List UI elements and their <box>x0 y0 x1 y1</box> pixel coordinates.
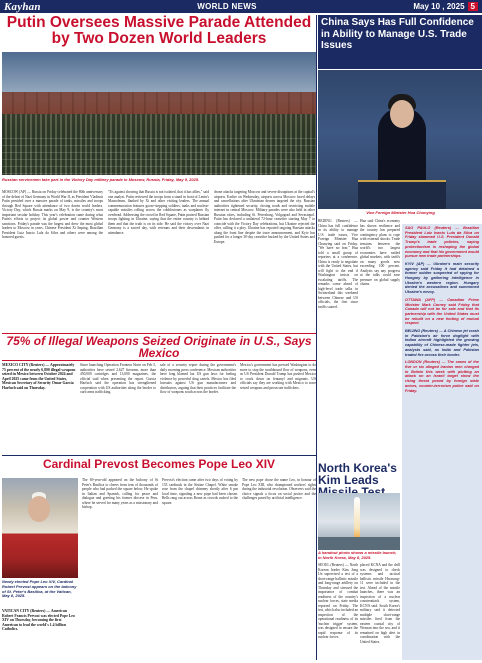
korea-headline: North Korea's Kim Leads <box>318 461 397 488</box>
pope-lead: VATICAN CITY (Reuters) — American Robert Francis Prevost was elected Pope Leo XIV on Thursday, becoming the first American to lead the world's 1.4 billion Catholics. <box>2 609 75 632</box>
weapons-column-2: sale of a security report during the government's daily morning press conference. Mexican authorities have long blamed lax US gun laws for fueling violence by powerful drug cartels. Mexico has filed lawsuits against US gun manufacturers and distributors, arguing that their practices facilitate the flow of weapons south across the border. <box>160 363 236 394</box>
china-column-2: Hua said China's economy has shown resilience and the country has prepared contingency plans to cope with external shocks. Trade tensions between the world's two largest economies have rattled global markets, with tariffs on many goods now exceeding 100 percent. Analysts say any progress at the talks could ease pressure on global supply chains. <box>360 219 400 286</box>
pope-face <box>28 496 50 522</box>
brief-item: BEIJING (Reuters) — A Chinese jet crash in Pakistan's air force dogfight with Indian aircraft highlighted the growing capability of Chinese-made fighter jets, analysts said, as India and Pakistan traded fire across their border. <box>405 329 479 357</box>
speaker-face <box>390 100 414 128</box>
news-briefs-sidebar <box>402 224 482 660</box>
pope-column-3: The new pope chose the name Leo, in honour of Pope Leo XIII, who championed workers' rights during the industrial revolution. Observers said the choice signals a focus on social justice and the challenges posed by artificial intelligence. <box>242 478 316 500</box>
korea-caption: A handout photo shows a missile launch, in North Korea, May 8, 2025. <box>318 550 397 560</box>
missile-launch-photo <box>318 493 400 550</box>
weapons-column-1: Since launching Operation Frontera Norte on Feb 5, authorities have seized 2,627 firearms, more than 450,000 cartridges and 13,000 magazines, the official said when presenting the report. Garcia Harfuch said the operation has strengthened cooperation with US authorities along the border to curb arms trafficking. <box>80 363 156 394</box>
sea <box>318 537 400 550</box>
page-number: 5 <box>468 2 478 11</box>
china-photo <box>318 70 482 209</box>
china-headline: China Says Has Full Confidence in Ability to Manage U.S. Trade Issues <box>321 17 474 51</box>
masthead <box>0 0 482 13</box>
troop-rows-shading <box>2 132 316 175</box>
korea-column-2: placed KCNA and the drill was designed to check systems and tactical ballistic missile Hwasong-11 were included in the test. Ahead of the missile launches, there was an inspection of a nuclear counterattack system, KCNA said. South Korea's military said it detected multiple short-range missiles fired from the eastern coastal city of Wonsan into the sea, and it remained on high alert in coordination with the United States. <box>360 563 400 644</box>
pope-photo <box>2 478 78 578</box>
kayhan-logo <box>4 1 41 13</box>
putin-caption: Russian servicemen take part in the Victory Day military parade in Moscow, Russia, Friday, May 9, 2025. <box>2 177 200 182</box>
china-column-1: BEIJING (Reuters) — China has full confidence in its ability to manage U.S. trade issues, Vice Foreign Minister Hua Chunying said on Friday. "We have no fear," Hua told a small group of reporters at a conference. China is ready to negotiate with the United States, but will fight to the end if Washington insists on escalating tariffs. The remarks come ahead of high-level trade talks in Switzerland this weekend between Chinese and US officials, the first since tariffs soared. <box>318 219 358 309</box>
weapons-headline: 75% of Illegal Weapons Seized Originate in U.S., Says Mexico <box>2 333 316 361</box>
korea-column-1: SEOUL (Reuters) — North Korean leader Kim Jong Un supervised a test of a short-range ballistic missile and long-range artillery on Thursday and stressed the importance of combat readiness of the country's nuclear forces, state media reported on Friday. The test, which also included an inspection of the operational readiness of its 'nuclear trigger' system, was designed to ensure the rapid response of its nuclear forces. <box>318 563 358 639</box>
weapons-column-3: Mexico's government has pressed Washington to do more to stop the southbound flow of weapons, even as US President Donald Trump has pushed Mexico to crack down on fentanyl and migrants. US officials say they are working with Mexico to trace seized weapons and prosecute traffickers. <box>240 363 316 390</box>
putin-column-2: "It's against showing that Russia is not isolated, that it has allies," said one analyst. Putin reviewed the troops from a stand in front of Lenin's Mausoleum, flanked by Xi and other visiting leaders. The annual commemoration features goose-stepping soldiers, tanks and nuclear-capable missiles rolling across the cobblestones as warplanes fly overhead. Addressing the crowd in Red Square, Putin praised Russian troops fighting in Ukraine, saying that the entire country is behind them and that the truth is on its side. He said the victory over Nazi Germany is a sacred day, with veterans and their descendants in attendance. <box>108 190 209 235</box>
column-divider <box>316 15 317 660</box>
putin-column-1: MOSCOW (AP) — Russia on Friday celebrated the 80th anniversary of the defeat of Nazi Germany in World War II, as President Vladimir Putin presided over a massive parade of tanks, missiles and troops through Red Square with attendance of two dozen world leaders. Victory Day, which Russia marks on May 9, is the country's most important secular holiday. This year's celebration came during what Putin's efforts to project its global power and counter Western sanctions. Friday's parade was the largest and drew the most global leaders to Moscow in years. Chinese President Xi Jinping, Brazilian President Luiz Inacio Lula da Silva and others were among the honored guests. <box>2 190 103 239</box>
issue-date: May 10 , 2025 <box>413 2 465 11</box>
pope-column-2: Prevost's election came after two days of voting by 133 cardinals in the Sistine Chapel. White smoke rose from the chapel chimney shortly after 6 pm local time, signaling a new pope had been chosen. Bells rang out across Rome as crowds rushed to the square. <box>162 478 238 505</box>
issue-date-block <box>413 2 478 11</box>
putin-column-3: drone attacks targeting Moscow and severe disruptions at the capital's airports. Earlier on Wednesday, airports across Moscow faced delays and cancellations after Ukrainian drones targeted the city. Russian authorities tightened security, closing roads and restricting mobile internet in central Moscow. Military parades were also held in other Russian cities, including St. Petersburg, Volgograd and Sevastopol. Putin has declared a unilateral 72-hour ceasefire starting May 7 to coincide with the Victory Day celebrations, but Ukraine rejected the offer, calling it a ploy. Ukraine has reported ongoing Russian attacks along the front line despite the truce announcement, and Kyiv has pushed for a longer 30-day ceasefire backed by the United States and Europe. <box>214 190 315 244</box>
brief-item: LONDON (Reuters) — The cases of the five or six alleged Iranian men charged in Britain this week with plotting an attack on an Israeli target show the rising threat posed by foreign state actors, counter-terrorism police said on Friday. <box>405 360 479 393</box>
podium <box>358 180 446 209</box>
weapons-lead: MEXICO CITY (Reuters) — Approximately 75 percent of the nearly 6,800 illegal weapons seized in Mexico between October 2024 and April 2025 came from the United States, Mexican Secretary of Security Omar Garcia Harfuch said on Thursday. <box>2 363 76 390</box>
china-headline-box <box>318 15 482 69</box>
pope-column-1: The 69-year-old appeared on the balcony of St Peter's Basilica to cheers from tens of thousands of people who had packed the square below. He spoke in Italian and Spanish, calling for peace and dialogue and greeting his former diocese in Peru, where he served for many years as a missionary and bishop. <box>82 478 158 509</box>
parade-photo <box>2 52 316 175</box>
brief-item: KYIV (AP) — Ukraine's main security agency said Friday it had detained a former soldier suspected of spying for Hungary by gathering intelligence in Ukraine's western region. Hungary denied the accusations and summoned Ukraine's envoy. <box>405 261 479 295</box>
pope-caption: Newly elected Pope Leo XIV, Cardinal Robert Prevost appears on the balcony of St. Peter's Basilica, at the Vatican, May 8, 2025. <box>2 579 77 599</box>
china-caption: Vice Foreign Minister Hua Chunying <box>366 210 435 215</box>
logo-text: Kayhan <box>4 0 41 13</box>
kremlin-wall <box>2 92 316 114</box>
brief-item: OTTAWA (AFP) — Canadian Prime Minister Mark Carney said Friday that Canada will not be for sale and that its partnership with the United States must be rebuilt on a new footing of mutual respect. <box>405 297 479 326</box>
pope-headline: Cardinal Prevost Becomes Pope Leo XIV <box>2 455 316 470</box>
missile-trail <box>354 497 360 541</box>
putin-headline: Putin Oversees Massive Parade Attended by Two Dozen World Leaders <box>6 14 312 47</box>
section-title: WORLD NEWS <box>197 2 257 11</box>
brief-item: SAO PAULO (Reuters) — Brazilian President Luiz Inacio Lula da Silva on Friday slammed U.S. President Donald Trump's trade policies, saying protectionism is reshaping the global economy and that his government would pursue new trade partnerships. <box>405 226 479 259</box>
